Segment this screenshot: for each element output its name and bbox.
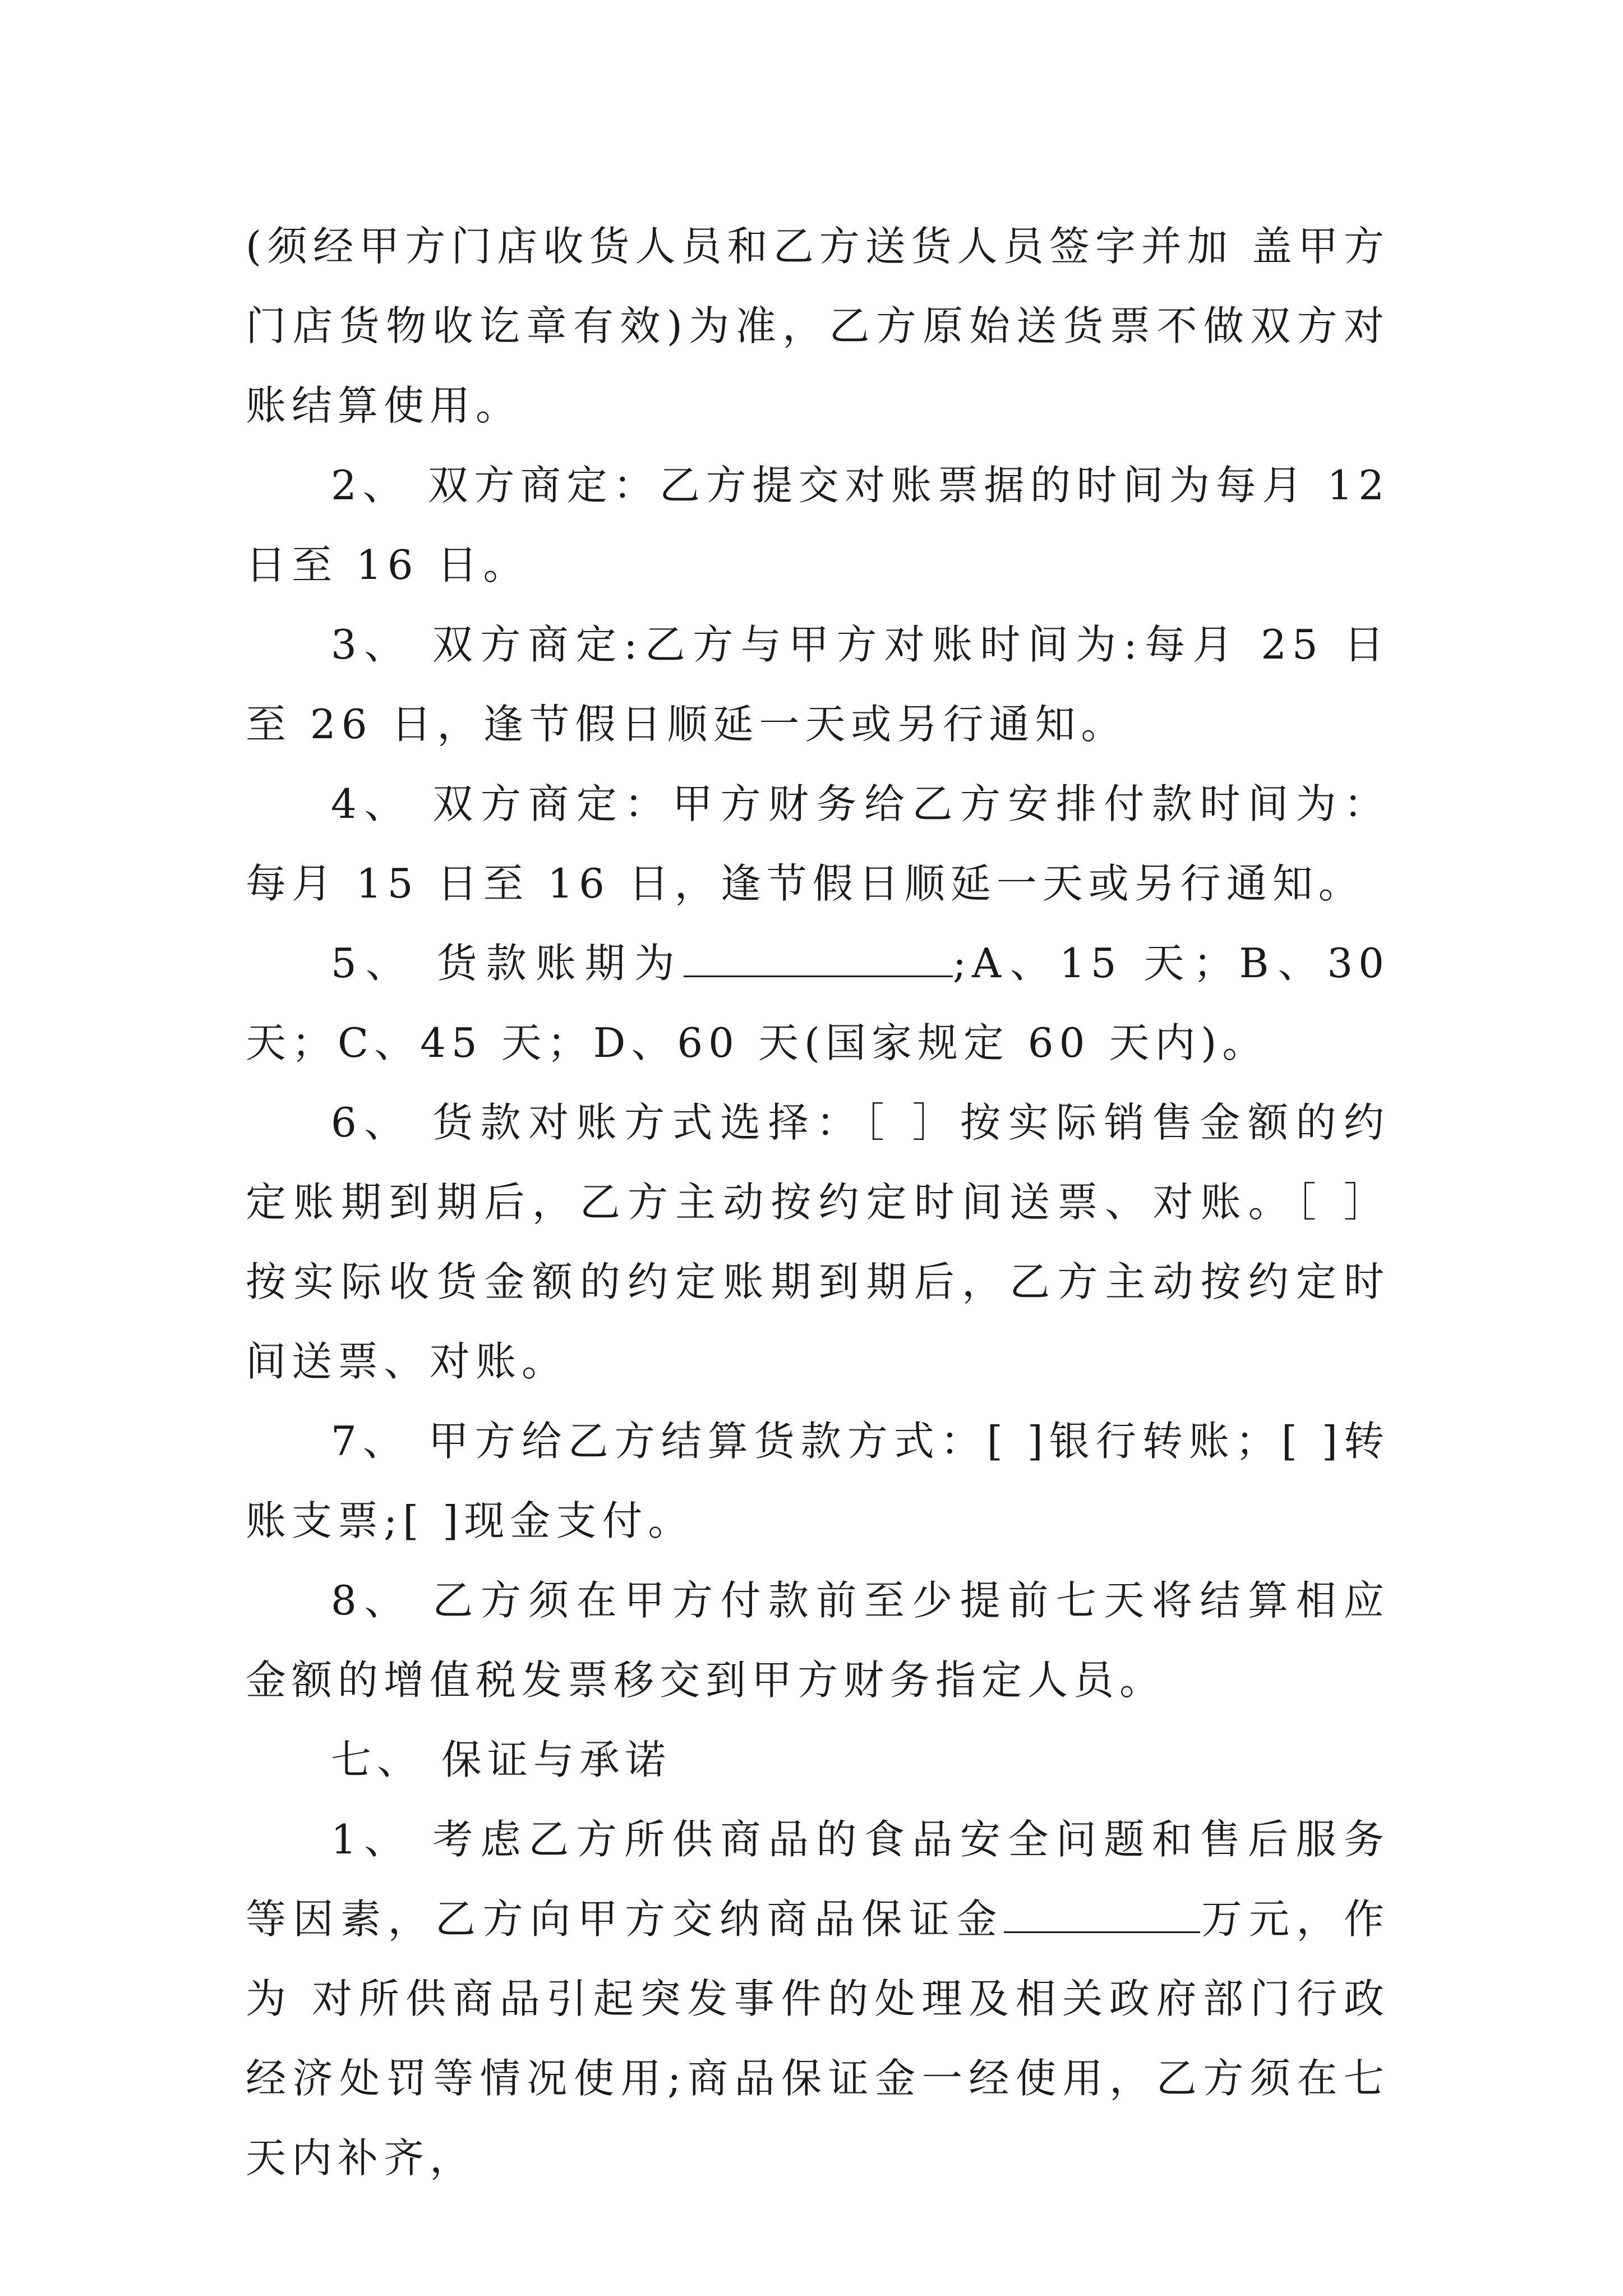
section-7-clause-1 — [246, 1800, 1390, 2198]
clause-4: 4、 双方商定：甲方财务给乙方安排付款时间为：每月 15 日至 16 日，逢节假日顺延一天或另行通知。 — [246, 780, 1390, 907]
deposit-amount-blank[interactable] — [1004, 1898, 1200, 1933]
clause-3: 3、 双方商定:乙方与甲方对账时间为:每月 25 日至 26 日，逢节假日顺延一天或另行通知。 — [246, 621, 1390, 748]
clause-6: 6、 货款对账方式选择：［ ］按实际销售金额的约定账期到期后，乙方主动按约定时间送票、对账。［ ］按实际收货金额的约定账期到期后，乙方主动按约定时间送票、对账。 — [246, 1099, 1390, 1385]
clause-8: 8、 乙方须在甲方付款前至少提前七天将结算相应金额的增值税发票移交到甲方财务指定人员。 — [246, 1577, 1390, 1704]
section-7-clause-1-lead: 1、 考虑乙方所供商品的食品安全问题和售后服务等因素，乙方向甲方交纳商品保证金 — [246, 1816, 1390, 1943]
paragraph-continuation: (须经甲方门店收货人员和乙方送货人员签字并加 盖甲方门店货物收讫章有效)为准，乙方原始送货票不做双方对账结算使用。 — [246, 223, 1390, 429]
clause-5-lead: 5、 货款账期为 — [331, 940, 684, 987]
section-7-heading: 七、 保证与承诺 — [331, 1736, 671, 1783]
clause-7: 7、 甲方给乙方结算货款方式：[ ]银行转账；[ ]转账支票;[ ]现金支付。 — [246, 1418, 1390, 1544]
payment-term-blank[interactable] — [684, 942, 953, 977]
section-7-clause-1-rest: 万元，作为 对所供商品引起突发事件的处理及相关政府部门行政经济处罚等情况使用;商品保证金一经使用，乙方须在七天内补齐， — [246, 1895, 1390, 2182]
document-body — [246, 206, 1390, 2198]
clause-5-options: ;A、15 天；B、30 天；C、45 天；D、60 天(国家规定 60 天内)。 — [246, 940, 1390, 1066]
clause-2: 2、 双方商定：乙方提交对账票据的时间为每月 12 日至 16 日。 — [246, 462, 1390, 588]
clause-5 — [246, 923, 1390, 1083]
